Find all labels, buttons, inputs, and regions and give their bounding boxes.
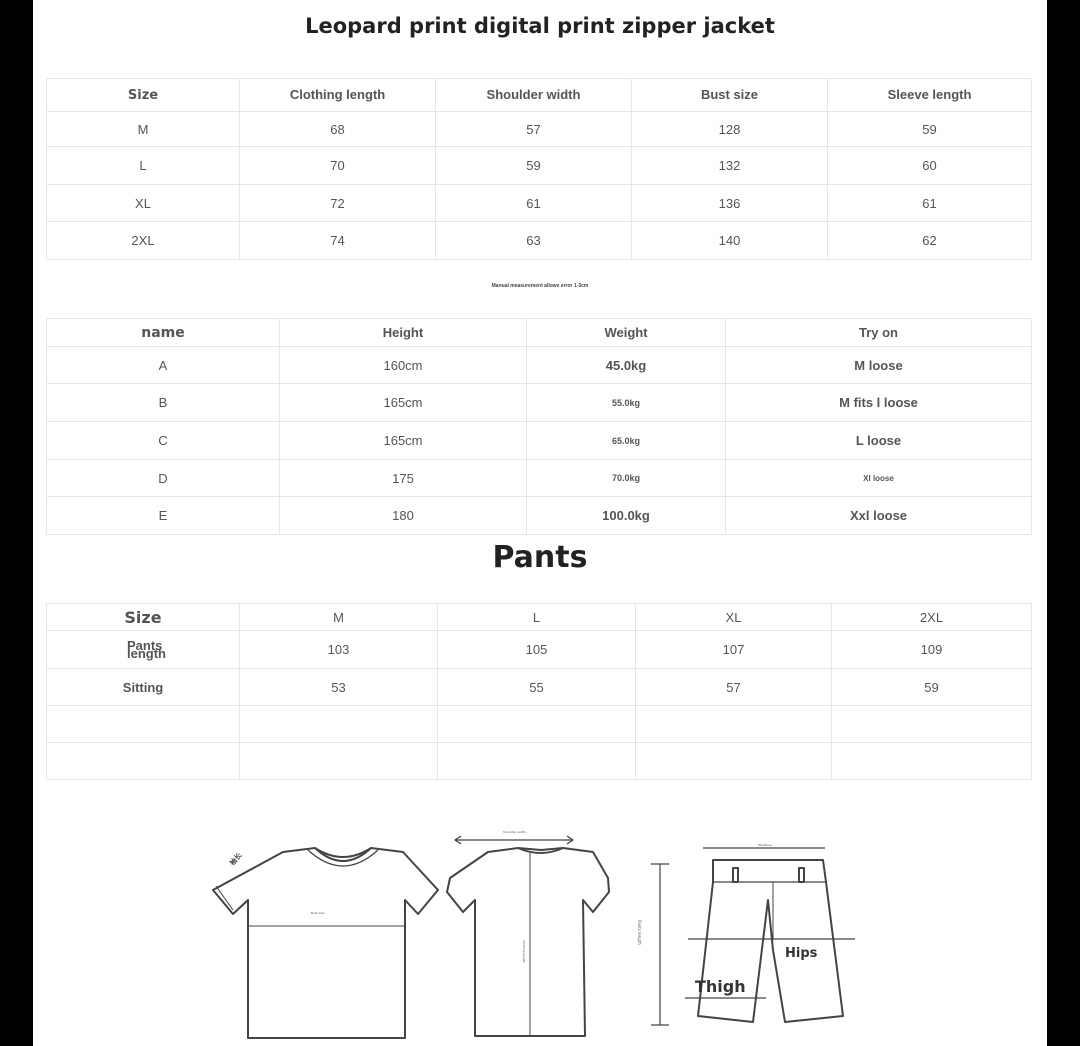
try-on-cell: M fits l loose [726,384,1032,422]
size-cell: XL [47,185,240,222]
name-cell: A [47,347,280,384]
value-cell: 72 [240,185,436,222]
weight-cell: 100.0kg [527,497,726,535]
value-cell: 59 [828,112,1032,147]
value-cell: 128 [632,112,828,147]
size-cell: L [438,604,636,631]
header-height: Height [280,319,527,347]
weight-cell: 45.0kg [527,347,726,384]
value-cell: 63 [436,222,632,260]
table-header-row [47,604,1032,631]
table-row [47,422,1032,460]
header-try-on: Try on [726,319,1032,347]
row-label-pants-length: Pants length [47,631,240,669]
shoulder-label: Shoulder width [503,830,526,834]
table-row [47,222,1032,260]
bust-label: Bust size [311,911,325,915]
height-cell: 160cm [280,347,527,384]
weight-cell: 70.0kg [527,460,726,497]
thigh-label: Thigh [695,977,746,996]
height-cell: 180 [280,497,527,535]
value-cell: 103 [240,631,438,669]
name-cell: D [47,460,280,497]
table-row [47,669,1032,706]
table-row [47,347,1032,384]
value-cell: 136 [632,185,828,222]
shorts-diagram [651,848,855,1025]
value-cell: 61 [828,185,1032,222]
pants-length-label: Pants length [637,920,642,945]
header-bust-size: Bust size [632,79,828,112]
table-row [47,185,1032,222]
value-cell: 55 [438,669,636,706]
pants-title: Pants [492,540,588,575]
table-header-row [47,79,1032,112]
length-label: Clothing length [522,940,526,963]
hips-label: Hips [785,946,818,961]
size-cell: 2XL [832,604,1032,631]
name-cell: C [47,422,280,460]
try-on-cell: Xl loose [726,460,1032,497]
size-cell: M [240,604,438,631]
size-chart-page [33,0,1047,1046]
row-label-sitting: Sitting [47,669,240,706]
value-cell: 132 [632,147,828,185]
value-cell: 59 [436,147,632,185]
try-on-cell: Xxl loose [726,497,1032,535]
height-cell: 175 [280,460,527,497]
name-cell: B [47,384,280,422]
tshirt-back-diagram [447,836,609,1036]
value-cell: 109 [832,631,1032,669]
measurement-note: Manual measurement allows error 1-3cm [491,283,589,289]
header-weight: Weight [527,319,726,347]
value-cell: 105 [438,631,636,669]
value-cell: 59 [832,669,1032,706]
weight-cell: 65.0kg [527,422,726,460]
header-sleeve-length: Sleeve length [828,79,1032,112]
table-row [47,112,1032,147]
value-cell: 57 [436,112,632,147]
value-cell: 140 [632,222,828,260]
header-size: Size [47,604,240,631]
tshirt-front-diagram [213,848,438,1038]
sleeve-label: 袖长 [228,851,244,868]
size-cell: L [47,147,240,185]
value-cell: 62 [828,222,1032,260]
size-cell: XL [636,604,832,631]
try-on-cell: L loose [726,422,1032,460]
table-row [47,147,1032,185]
header-name: name [47,319,280,347]
table-row [47,460,1032,497]
size-cell: M [47,112,240,147]
size-cell: 2XL [47,222,240,260]
pants-size-table [46,603,1032,780]
table-row [47,631,1032,669]
try-on-table [46,318,1032,535]
header-shoulder-width: Shoulder width [436,79,632,112]
table-row-empty [47,706,1032,743]
table-row [47,384,1032,422]
jacket-title: Leopard print digital print zipper jacket [305,14,775,38]
height-cell: 165cm [280,384,527,422]
weight-cell: 55.0kg [527,384,726,422]
waist-label: Waistline [758,843,772,847]
try-on-cell: M loose [726,347,1032,384]
value-cell: 74 [240,222,436,260]
header-size: Size [47,79,240,112]
measurement-diagrams [33,800,1047,1046]
value-cell: 61 [436,185,632,222]
value-cell: 53 [240,669,438,706]
table-row-empty [47,743,1032,780]
table-header-row [47,319,1032,347]
name-cell: E [47,497,280,535]
header-clothing-length: Clothing length [240,79,436,112]
value-cell: 57 [636,669,832,706]
jacket-size-table [46,78,1032,260]
table-row [47,497,1032,535]
value-cell: 107 [636,631,832,669]
height-cell: 165cm [280,422,527,460]
value-cell: 68 [240,112,436,147]
value-cell: 60 [828,147,1032,185]
value-cell: 70 [240,147,436,185]
